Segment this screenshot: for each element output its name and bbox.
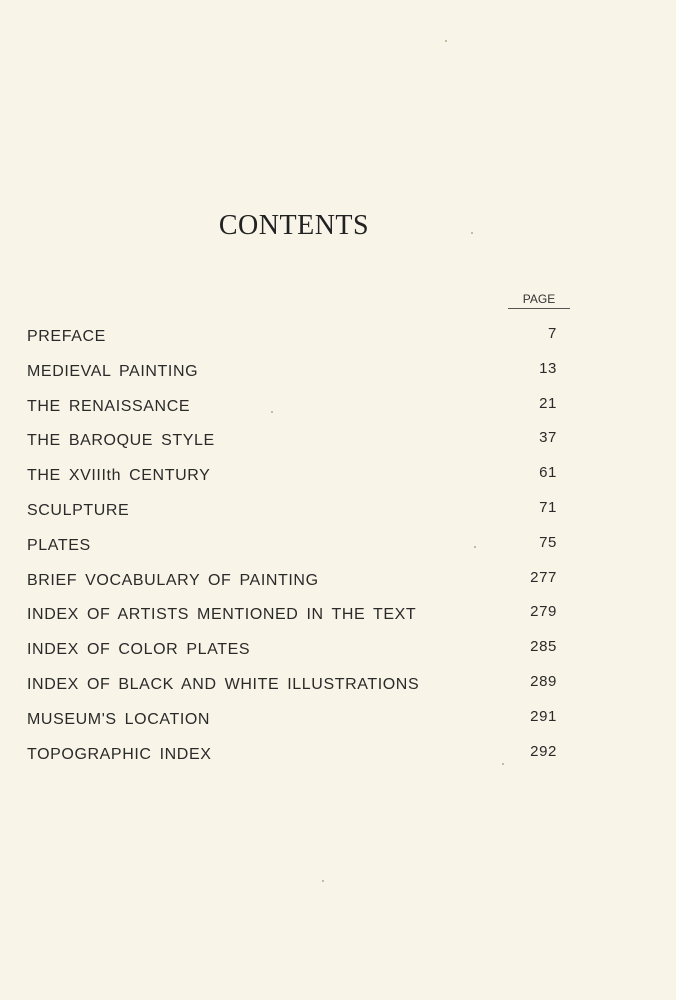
page-title: CONTENTS — [218, 210, 370, 241]
toc-entry-page: 285 — [530, 638, 557, 656]
toc-entry-index-of-artists — [27, 603, 567, 641]
toc-entry-medieval-painting — [27, 359, 567, 398]
paper-speck — [471, 232, 473, 234]
toc-entry-index-of-color-plates — [27, 638, 567, 676]
toc-entry-page: 7 — [548, 325, 557, 342]
toc-entry-page: 71 — [539, 498, 557, 516]
toc-entry-page: 37 — [539, 429, 557, 447]
toc-entry-page: 277 — [530, 568, 557, 586]
paper-speck — [474, 546, 476, 548]
toc-entry-title: INDEX OF COLOR PLATES — [27, 641, 251, 659]
toc-entry-page: 279 — [530, 603, 557, 621]
toc-entry-index-of-bw-illustrations — [27, 672, 567, 711]
toc-entry-title: THE RENAISSANCE — [27, 397, 191, 415]
toc-entry-sculpture — [27, 498, 567, 537]
toc-entry-xviiith-century — [27, 464, 567, 502]
toc-entry-page: 13 — [539, 359, 557, 377]
toc-entry-title: INDEX OF BLACK AND WHITE ILLUSTRATIONS — [27, 675, 420, 693]
toc-entry-title: THE BAROQUE STYLE — [27, 432, 215, 450]
toc-entry-brief-vocabulary — [27, 568, 567, 607]
toc-entry-page: 291 — [530, 707, 557, 725]
toc-entry-title: TOPOGRAPHIC INDEX — [27, 745, 212, 763]
paper-speck — [322, 880, 324, 882]
toc-entry-topographic-index — [27, 742, 567, 781]
page-column-header: PAGE — [508, 292, 570, 309]
toc-entry-page: 75 — [539, 533, 557, 551]
paper-speck — [502, 763, 504, 765]
toc-entry-page: 289 — [530, 672, 557, 690]
toc-entry-museums-location — [27, 707, 567, 746]
toc-entry-title: PLATES — [27, 536, 91, 554]
toc-list — [27, 325, 567, 780]
toc-entry-title: THE XVIIIth CENTURY — [27, 467, 211, 485]
toc-entry-title: BRIEF VOCABULARY OF PAINTING — [27, 571, 319, 589]
toc-entry-page: 61 — [539, 464, 557, 482]
paper-speck — [271, 411, 273, 413]
toc-entry-title: INDEX OF ARTISTS MENTIONED IN THE TEXT — [27, 606, 417, 624]
toc-entry-renaissance — [27, 394, 567, 433]
toc-entry-title: SCULPTURE — [27, 501, 130, 519]
toc-entry-plates — [27, 533, 567, 572]
toc-entry-title: PREFACE — [27, 328, 106, 345]
toc-entry-title: MUSEUM'S LOCATION — [27, 710, 211, 728]
toc-entry-page: 21 — [539, 394, 557, 412]
toc-entry-preface — [27, 325, 567, 363]
paper-speck — [445, 40, 447, 42]
toc-entry-title: MEDIEVAL PAINTING — [27, 362, 199, 380]
toc-entry-baroque-style — [27, 429, 567, 467]
toc-entry-page: 292 — [530, 742, 557, 760]
